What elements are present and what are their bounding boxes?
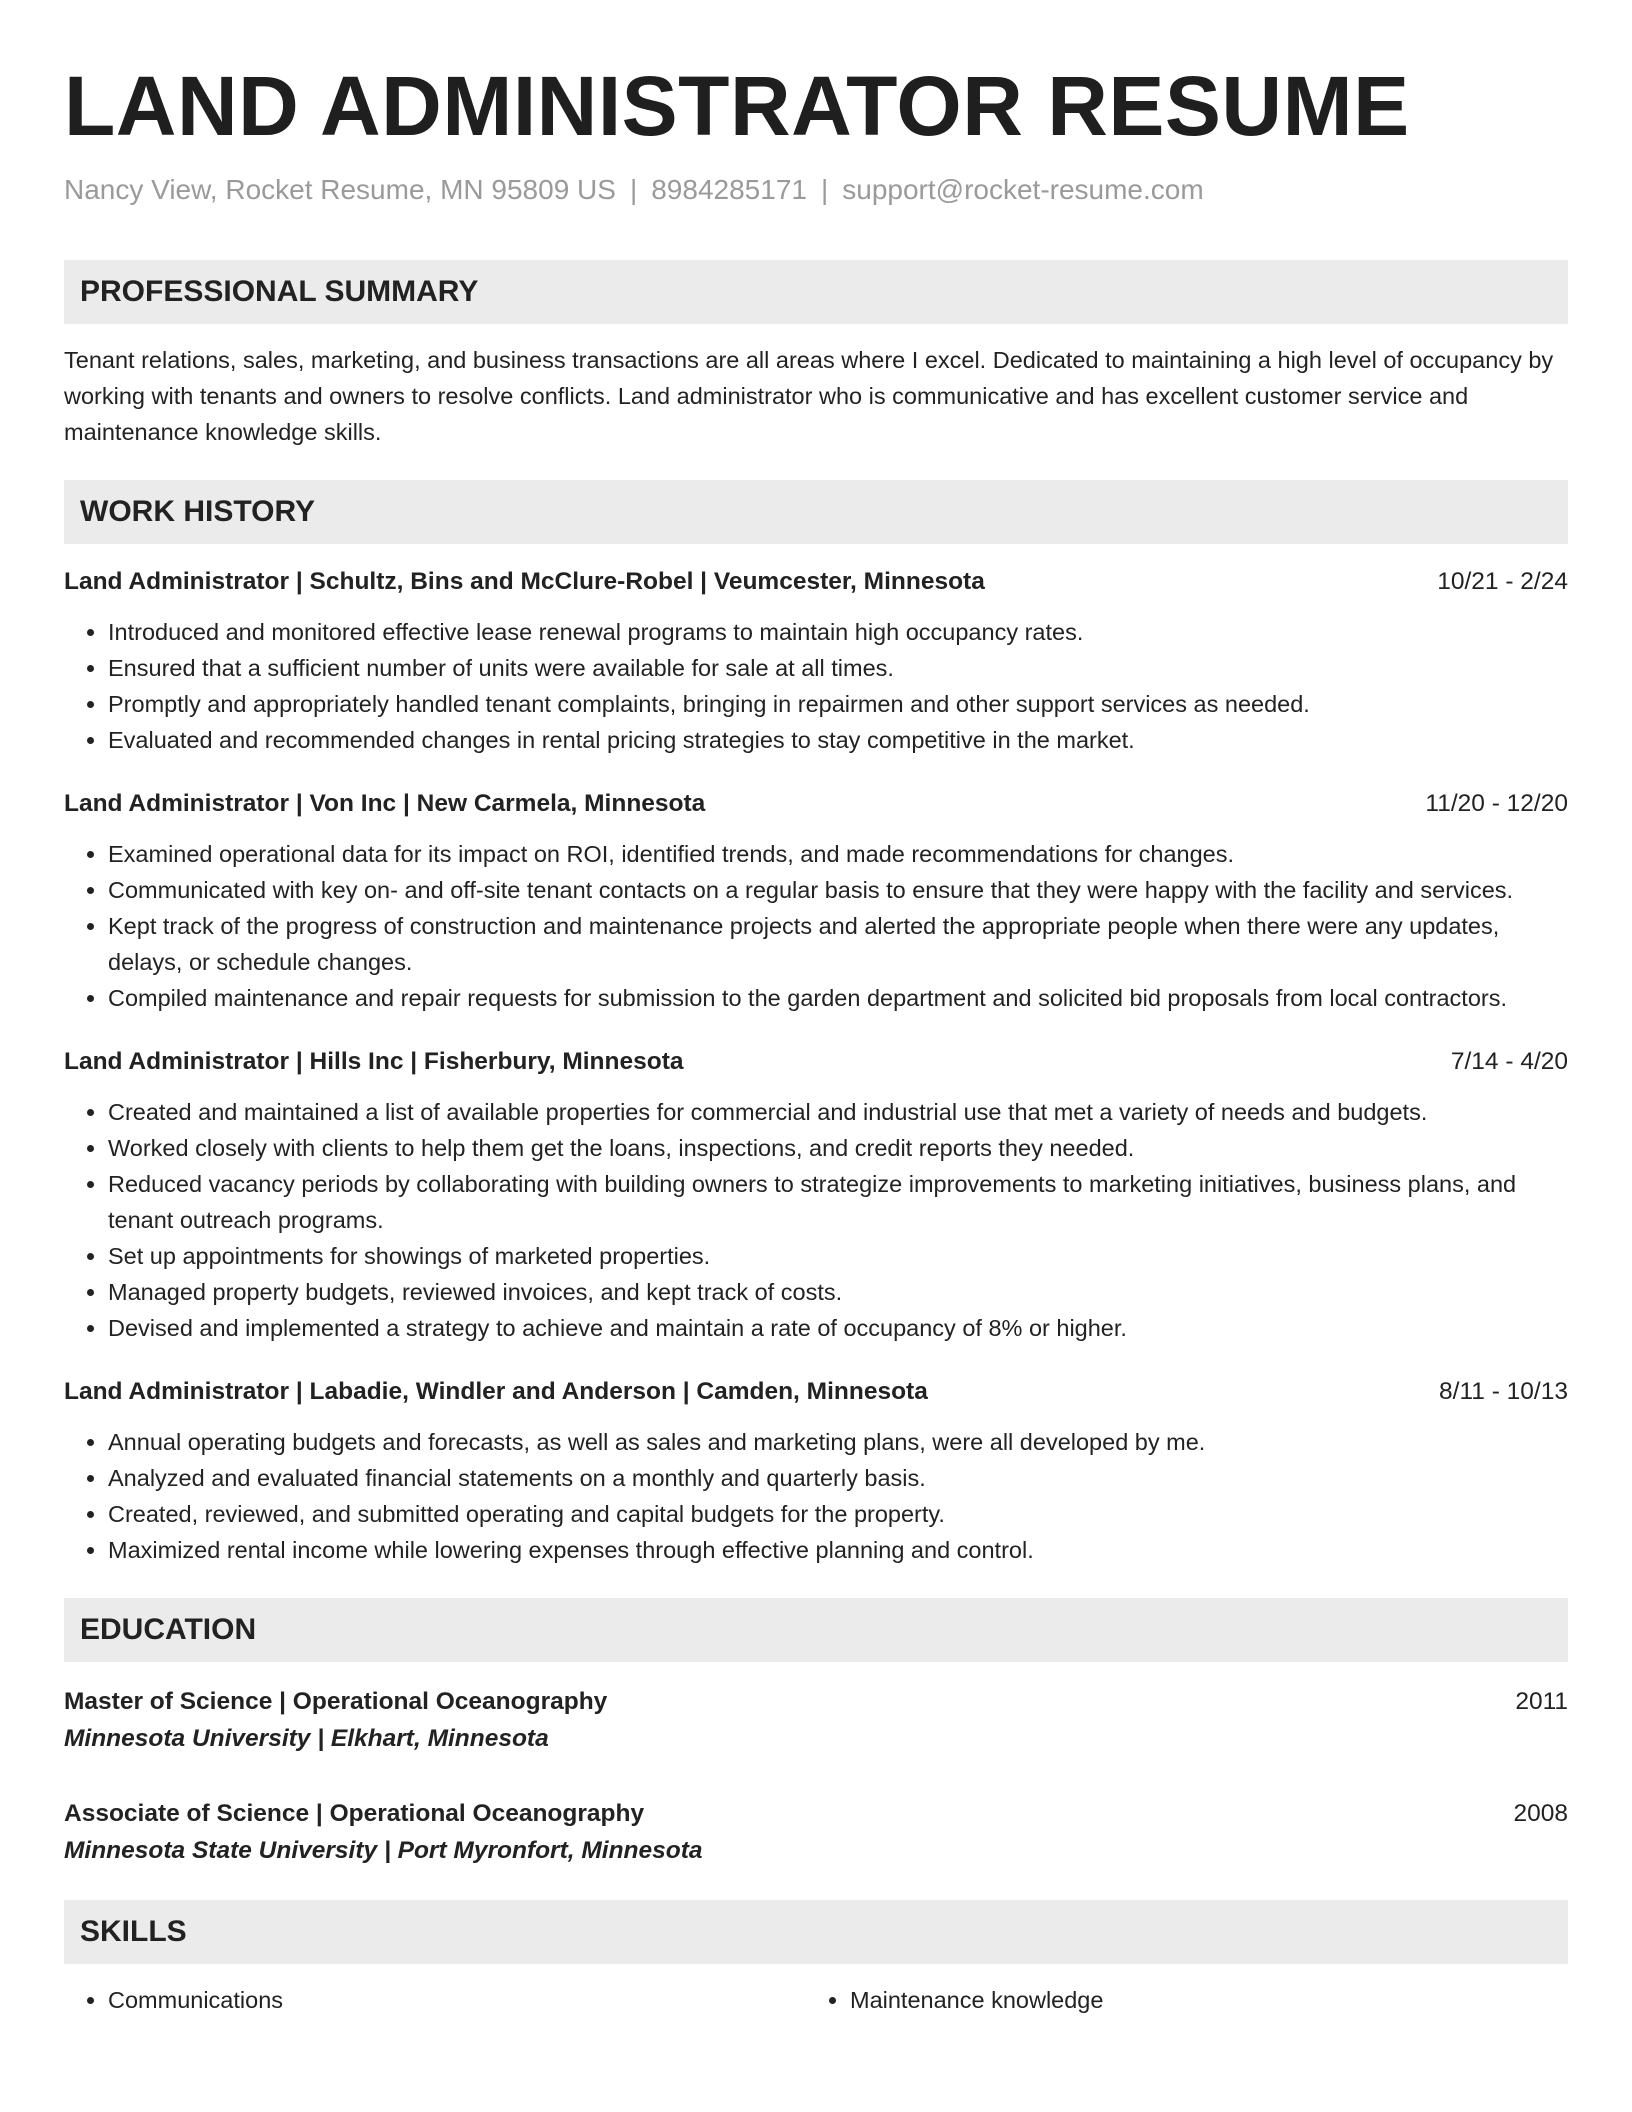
job-bullet: • Devised and implemented a strategy to achieve and maintain a rate of occupancy of 8% or higher. <box>108 1310 1568 1346</box>
job-bullets <box>64 1424 1568 1568</box>
education-school: Minnesota State University | Port Myronfort, Minnesota <box>64 1837 703 1864</box>
job-bullets <box>64 836 1568 1016</box>
job-bullet: • Ensured that a sufficient number of units were available for sale at all times. <box>108 650 1568 686</box>
job-bullet: • Reduced vacancy periods by collaborating with building owners to strategize improvements to marketing initiatives, business plans, and tenant outreach programs. <box>108 1166 1568 1238</box>
job-entry <box>64 786 1568 1016</box>
job-bullet: • Set up appointments for showings of marketed properties. <box>108 1238 1568 1274</box>
job-bullets <box>64 1094 1568 1346</box>
education-entry <box>64 1796 1568 1870</box>
skill-item: • Communications <box>108 1982 806 2018</box>
summary-text: Tenant relations, sales, marketing, and business transactions are all areas where I excel. Dedicated to maintaining a high level of occupancy by working with tenants and owners to resolve conflicts. Land administrator who is communicative and has excellent customer service and maintenance knowledge skills. <box>64 347 1554 445</box>
job-bullets <box>64 614 1568 758</box>
job-bullet: • Examined operational data for its impact on ROI, identified trends, and made recommendations for changes. <box>108 836 1568 872</box>
job-bullet: • Managed property budgets, reviewed invoices, and kept track of costs. <box>108 1274 1568 1310</box>
section-heading-skills: SKILLS <box>64 1900 1568 1964</box>
contact-email: support@rocket-resume.com <box>842 174 1204 205</box>
job-bullet: • Compiled maintenance and repair requests for submission to the garden department and solicited bid proposals from local contractors. <box>108 980 1568 1016</box>
section-heading-work-history: WORK HISTORY <box>64 480 1568 544</box>
job-header <box>64 1044 1568 1080</box>
contact-separator: | <box>629 174 638 205</box>
skills-bullets <box>64 1982 806 2018</box>
skill-item: • Maintenance knowledge <box>850 1982 1568 2018</box>
job-entry <box>64 564 1568 758</box>
education-header <box>64 1684 1568 1720</box>
education-degree: Master of Science | Operational Oceanography <box>64 1688 608 1715</box>
education-year: 2011 <box>1515 1688 1568 1715</box>
job-bullet: • Created and maintained a list of available properties for commercial and industrial use that met a variety of needs and budgets. <box>108 1094 1568 1130</box>
job-dates: 11/20 - 12/20 <box>1425 790 1568 817</box>
contact-line <box>64 172 1568 208</box>
skills-bullets <box>806 1982 1568 2018</box>
job-bullet: • Communicated with key on- and off-site tenant contacts on a regular basis to ensure that they were happy with the facility and services. <box>108 872 1568 908</box>
job-bullet: • Kept track of the progress of construction and maintenance projects and alerted the appropriate people when there were any updates, delays, or schedule changes. <box>108 908 1568 980</box>
job-dates: 8/11 - 10/13 <box>1439 1378 1568 1405</box>
job-bullet: • Promptly and appropriately handled tenant complaints, bringing in repairmen and other support services as needed. <box>108 686 1568 722</box>
education-entry <box>64 1684 1568 1758</box>
job-dates: 10/21 - 2/24 <box>1437 568 1568 595</box>
job-bullet: • Analyzed and evaluated financial statements on a monthly and quarterly basis. <box>108 1460 1568 1496</box>
job-title: Land Administrator | Hills Inc | Fisherbury, Minnesota <box>64 1048 684 1075</box>
job-header <box>64 786 1568 822</box>
job-bullet: • Created, reviewed, and submitted operating and capital budgets for the property. <box>108 1496 1568 1532</box>
job-title: Land Administrator | Labadie, Windler and Anderson | Camden, Minnesota <box>64 1378 928 1405</box>
job-bullet: • Evaluated and recommended changes in rental pricing strategies to stay competitive in the market. <box>108 722 1568 758</box>
job-entry <box>64 1374 1568 1568</box>
job-header <box>64 1374 1568 1410</box>
skills-column <box>806 1982 1568 2018</box>
job-bullet: • Annual operating budgets and forecasts, as well as sales and marketing plans, were all developed by me. <box>108 1424 1568 1460</box>
contact-phone: 8984285171 <box>651 174 807 205</box>
job-bullet: • Worked closely with clients to help them get the loans, inspections, and credit reports they needed. <box>108 1130 1568 1166</box>
job-header <box>64 564 1568 600</box>
job-dates: 7/14 - 4/20 <box>1450 1048 1568 1075</box>
skills-column <box>64 1982 806 2018</box>
contact-address: Nancy View, Rocket Resume, MN 95809 US <box>64 174 616 205</box>
job-bullet: • Maximized rental income while lowering expenses through effective planning and control. <box>108 1532 1568 1568</box>
contact-separator: | <box>820 174 829 205</box>
job-title: Land Administrator | Schultz, Bins and McClure-Robel | Veumcester, Minnesota <box>64 568 985 595</box>
education-school: Minnesota University | Elkhart, Minnesota <box>64 1725 549 1752</box>
resume-title: LAND ADMINISTRATOR RESUME <box>64 59 1410 153</box>
section-heading-summary: PROFESSIONAL SUMMARY <box>64 260 1568 324</box>
job-title: Land Administrator | Von Inc | New Carmela, Minnesota <box>64 790 706 817</box>
section-heading-education: EDUCATION <box>64 1598 1568 1662</box>
education-year: 2008 <box>1513 1800 1568 1827</box>
education-degree: Associate of Science | Operational Oceanography <box>64 1800 645 1827</box>
job-bullet: • Introduced and monitored effective lease renewal programs to maintain high occupancy rates. <box>108 614 1568 650</box>
skills-list <box>64 1982 1568 2018</box>
education-header <box>64 1796 1568 1832</box>
job-entry <box>64 1044 1568 1346</box>
